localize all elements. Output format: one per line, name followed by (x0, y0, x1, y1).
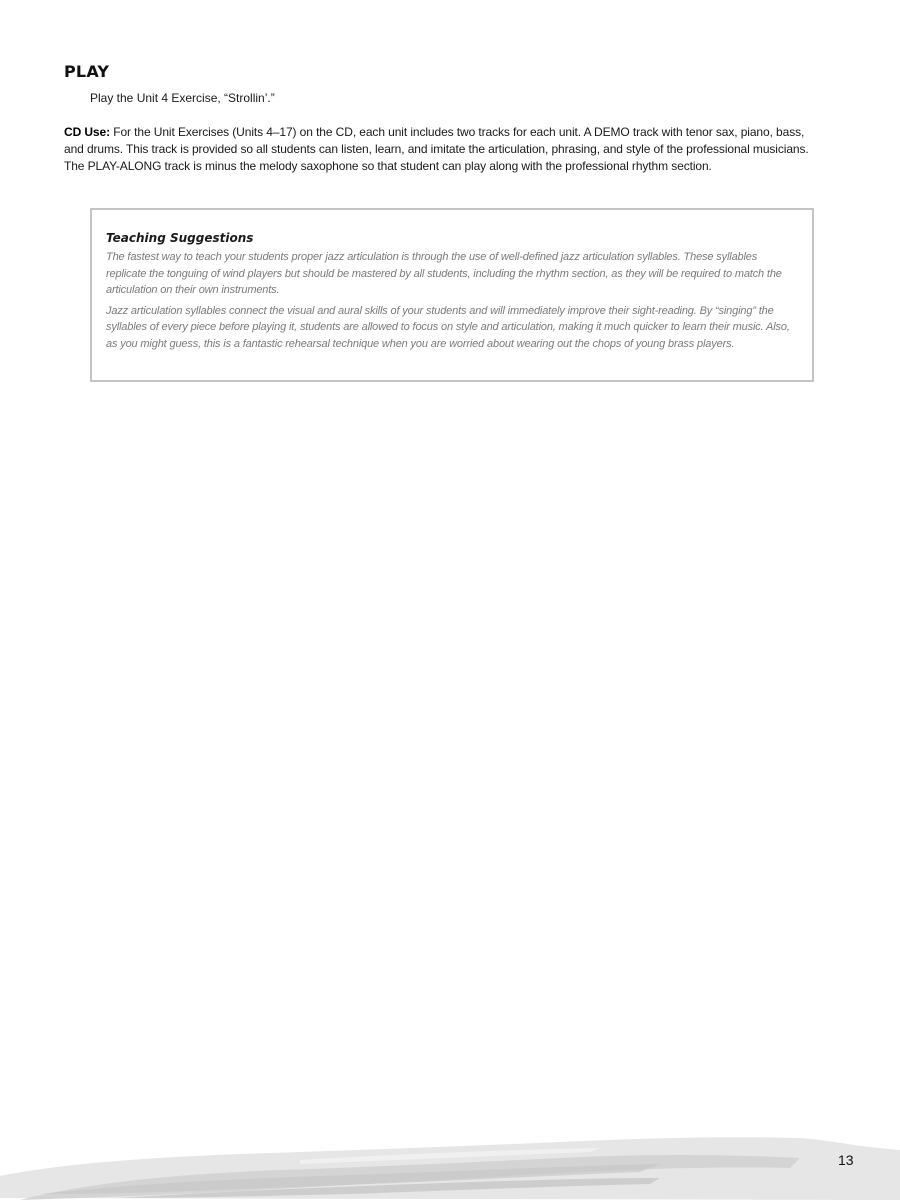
page-number: 13 (838, 1152, 854, 1168)
cd-use-paragraph (64, 124, 826, 175)
cd-use-text: For the Unit Exercises (Units 4–17) on the CD, each unit includes two tracks for each unit. A DEMO track with tenor sax, piano, bass, and drums. This track is provided so all students can listen, learn, and imitate the articulation, phrasing, and style of the professional musicians. The PLAY-ALONG track is minus the melody saxophone so that student can play along with the professional rhythm section. (64, 125, 809, 173)
teaching-suggestions-paragraph-2: Jazz articulation syllables connect the visual and aural skills of your students and will immediately improve their sight-reading. By “singing” the syllables of every piece before playing it, students are allowed to focus on style and articulation, making it much quicker to learn their music. Also, as you might guess, this is a fantastic rehearsal technique when you are worried about wearing out the chops of young brass players. (106, 304, 790, 350)
brush-stroke-decoration (0, 1120, 900, 1200)
play-instruction: Play the Unit 4 Exercise, “Strollin’.” (90, 91, 275, 105)
play-heading: PLAY (64, 62, 110, 81)
teaching-suggestions-paragraph-1: The fastest way to teach your students proper jazz articulation is through the use of well-defined jazz articulation syllables. These syllables replicate the tonguing of wind players but should be mastered by all students, including the rhythm section, as they will be required to match the articulation on their own instruments. (106, 251, 782, 296)
teaching-suggestions-title: Teaching Suggestions (106, 231, 254, 245)
teaching-suggestions-box (90, 208, 814, 382)
cd-use-label: CD Use: (64, 125, 110, 139)
